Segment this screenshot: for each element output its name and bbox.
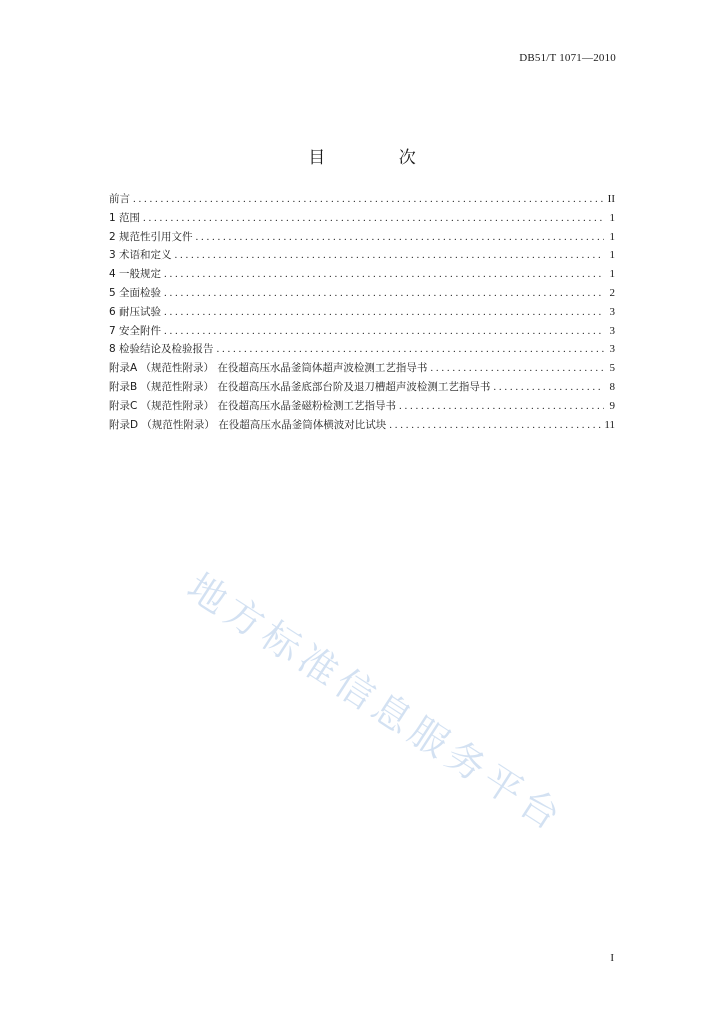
toc-entry-scope[interactable] [109, 209, 615, 228]
toc-entry-foreword[interactable] [109, 190, 615, 209]
toc-entry-terms-definitions[interactable] [109, 246, 615, 265]
toc-leader-dots [164, 265, 604, 284]
toc-entry-label: 1 范围 [109, 211, 141, 224]
toc-leader-dots [196, 228, 604, 247]
toc-entry-appendix-d[interactable] [109, 416, 615, 435]
toc-leader-dots [143, 209, 604, 228]
toc-entry-page: 5 [609, 362, 615, 375]
toc-entry-appendix-c[interactable] [109, 397, 615, 416]
toc-leader-dots [493, 378, 604, 397]
toc-leader-dots [175, 246, 604, 265]
watermark: 地方标准信息服务平台 [179, 564, 573, 842]
toc-entry-pressure-test[interactable] [109, 303, 615, 322]
toc-entry-page: 9 [609, 399, 615, 412]
toc-entry-label: 附录B （规范性附录） 在役超高压水晶釜底部台阶及退刀槽超声波检测工艺指导书 [109, 380, 491, 393]
toc-entry-page: 8 [609, 380, 615, 393]
toc-entry-appendix-a[interactable] [109, 359, 615, 378]
toc-entry-page: 1 [609, 230, 615, 243]
toc-leader-dots [164, 284, 604, 303]
page-title: 目 次 [308, 148, 450, 169]
toc-entry-page: 2 [609, 286, 615, 299]
toc-entry-label: 6 耐压试验 [109, 305, 162, 318]
toc-entry-safety-accessories[interactable] [109, 322, 615, 341]
toc-leader-dots [217, 340, 604, 359]
table-of-contents [109, 190, 615, 434]
toc-leader-dots [164, 322, 604, 341]
toc-entry-page: 3 [609, 305, 615, 318]
toc-entry-page: 3 [609, 324, 615, 337]
toc-entry-label: 附录C （规范性附录） 在役超高压水晶釜磁粉检测工艺指导书 [109, 399, 397, 412]
toc-leader-dots [133, 190, 604, 209]
toc-entry-label: 附录A （规范性附录） 在役超高压水晶釜筒体超声波检测工艺指导书 [109, 362, 428, 375]
toc-entry-normative-references[interactable] [109, 228, 615, 247]
document-code: DB51/T 1071—2010 [519, 52, 616, 64]
toc-entry-page: II [607, 193, 615, 205]
page-number: I [610, 952, 614, 964]
toc-entry-label: 5 全面检验 [109, 286, 162, 299]
toc-entry-general-provisions[interactable] [109, 265, 615, 284]
toc-entry-page: 1 [609, 268, 615, 281]
toc-entry-appendix-b[interactable] [109, 378, 615, 397]
toc-entry-page: 1 [609, 211, 615, 224]
toc-entry-page: 3 [609, 343, 615, 356]
toc-entry-full-inspection[interactable] [109, 284, 615, 303]
toc-entry-label: 前言 [109, 193, 130, 205]
toc-leader-dots [389, 416, 601, 435]
toc-entry-conclusion-report[interactable] [109, 340, 615, 359]
toc-leader-dots [164, 303, 604, 322]
toc-entry-label: 3 术语和定义 [109, 249, 172, 262]
toc-entry-label: 4 一般规定 [109, 268, 162, 281]
toc-leader-dots [399, 397, 604, 416]
toc-entry-page: 1 [609, 249, 615, 262]
toc-entry-page: 11 [604, 418, 615, 431]
toc-leader-dots [430, 359, 604, 378]
toc-entry-label: 附录D （规范性附录） 在役超高压水晶釜筒体横波对比试块 [109, 418, 387, 431]
toc-entry-label: 7 安全附件 [109, 324, 162, 337]
toc-entry-label: 2 规范性引用文件 [109, 230, 193, 243]
toc-entry-label: 8 检验结论及检验报告 [109, 343, 214, 356]
